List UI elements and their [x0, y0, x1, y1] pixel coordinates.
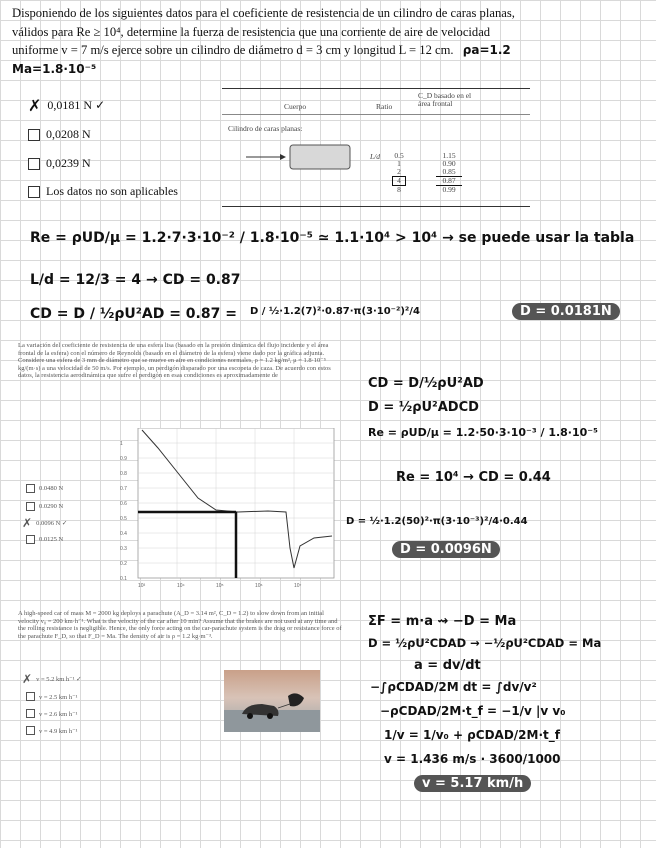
checkbox-icon[interactable] — [26, 484, 35, 493]
ratio-values: 0.5 1 2 4 8 — [392, 152, 406, 194]
q2-option-b[interactable]: 0.0290 N — [26, 502, 63, 511]
q2-line-3: Re = ρUD/μ = 1.2·50·3·10⁻³ / 1.8·10⁻⁵ — [368, 426, 598, 439]
handwritten-note-constants: ρa=1.2 Ma=1.8·10⁻⁵ — [12, 43, 511, 76]
cross-mark-icon: ✗ — [28, 95, 42, 115]
car-parachute-photo — [224, 670, 320, 732]
q2-line-5: D = ½·1.2(50)²·π(3·10⁻³)²/4·0.44 — [346, 516, 528, 527]
checkbox-icon[interactable] — [26, 709, 35, 718]
x-tick-0: 10³ — [138, 583, 146, 588]
q3-line-5: −ρCDAD/2M·t_f = −1/v |v v₀ — [380, 704, 566, 718]
q2-line-2: D = ½ρU²ADCD — [368, 400, 479, 415]
cd-values: 1.15 0.90 0.85 0.87 0.99 — [436, 152, 462, 194]
q1-option-a[interactable]: ✗ 0,0181 N ✓ — [28, 95, 106, 115]
q3-line-2: D = ½ρU²CDAD → −½ρU²CDAD = Ma — [368, 636, 602, 650]
q3-line-7: v = 1.436 m/s · 3600/1000 — [384, 752, 561, 766]
y-tick-1: 0.2 — [120, 561, 127, 567]
col-header-cuerpo: Cuerpo — [284, 102, 307, 111]
col-header-ratio: Ratio — [376, 102, 393, 111]
q2-option-c[interactable]: ✗ 0.0096 N ✓ — [22, 516, 68, 530]
ratio-label: L/d — [370, 152, 381, 161]
q2-line-4: Re = 10⁴ → CD = 0.44 — [396, 470, 551, 485]
question-1-text: Disponiendo de los siguientes datos para el coeficiente de resistencia de un cilindro de caras planas, válidos para Re ≥ 10⁴, determine la fuerza de resistencia que una corriente de aire de velocidad uniforme v = 7 m/s ejerce sobre un cilindro de diámetro d = 3 cm y longitud L = 12 cm. ρa=1.2 Ma=1.8·10⁻⁵ — [12, 6, 515, 76]
cylinder-diagram — [246, 142, 356, 172]
q1-cd-line-left: CD = D / ½ρU²AD = 0.87 = — [30, 306, 237, 322]
checkbox-icon[interactable] — [26, 726, 35, 735]
checkbox-icon[interactable] — [26, 692, 35, 701]
q1-answer: D = 0.0181N — [512, 304, 620, 319]
y-tick-8: 0.9 — [120, 456, 127, 462]
q1-option-c[interactable]: 0,0239 N — [28, 156, 91, 171]
y-tick-7: 0.8 — [120, 471, 127, 477]
y-tick-3: 0.4 — [120, 531, 127, 537]
cross-mark-icon: ✗ — [22, 516, 33, 530]
checkbox-icon[interactable] — [28, 158, 40, 170]
q2-option-a[interactable]: 0.0480 N — [26, 484, 63, 493]
q1-cd-line-right: D / ½·1.2(7)²·0.87·π(3·10⁻²)²/4 — [250, 306, 420, 317]
q3-answer: v = 5.17 km/h — [414, 776, 531, 791]
y-tick-9: 1 — [120, 441, 123, 447]
x-tick-2: 10⁵ — [216, 583, 224, 588]
x-tick-4: 10⁷ — [294, 583, 302, 588]
q3-line-6: 1/v = 1/v₀ + ρCDAD/2M·t_f — [384, 728, 560, 742]
q1-ld-line: L/d = 12/3 = 4 → CD = 0.87 — [30, 272, 241, 288]
q3-option-a[interactable]: ✗ v = 5.2 km h⁻¹ ✓ — [22, 672, 82, 686]
q1-option-d[interactable]: Los datos no son aplicables — [28, 184, 178, 199]
x-tick-3: 10⁶ — [255, 583, 263, 588]
q3-option-d[interactable]: v = 4.9 km h⁻¹ — [26, 726, 77, 735]
q2-option-d[interactable]: 0.0125 N — [26, 535, 63, 544]
q3-line-4: −∫ρCDAD/2M dt = ∫dv/v² — [370, 680, 537, 694]
drag-coefficient-table — [222, 88, 530, 208]
q1-option-b[interactable]: 0,0208 N — [28, 127, 91, 142]
q3-option-c[interactable]: v = 2.6 km h⁻¹ — [26, 709, 77, 718]
question-3-text: A high-speed car of mass M = 2000 kg deploys a parachute (A_D = 3.14 m², C_D = 1.2) to slow down from an initial velocity v₀ = 200 km·h⁻¹. What is the velocity of the car after 10 min? Assume that the brakes are not used at any time and the rolling resistance is negligible. Hence, the only force acting on the car-parachute system is the drag or resistance force of the parachute F_D, so that F_D = Ma. The density of air is ρ = 1.2 kg·m⁻³. — [18, 610, 342, 640]
q2-answer: D = 0.0096N — [392, 542, 500, 557]
q2-line-1: CD = D/½ρU²AD — [368, 376, 484, 391]
checkbox-icon[interactable] — [28, 186, 40, 198]
cross-mark-icon: ✗ — [22, 672, 33, 686]
y-tick-6: 0.7 — [120, 486, 127, 492]
q3-line-3: a = dv/dt — [414, 658, 481, 673]
y-tick-2: 0.3 — [120, 546, 127, 552]
y-tick-0: 0.1 — [120, 576, 127, 582]
x-tick-1: 10⁴ — [177, 583, 185, 588]
checkbox-icon[interactable] — [26, 535, 35, 544]
question-2-text: La variación del coeficiente de resistencia de una esfera lisa (basado en la presión dinámica del flujo incidente y el área frontal de la esfera) con el número de Reynolds (basado en el diámetro de la esfera) viene dado por la gráfica adjunta. Considere una esfera de 3 mm de diámetro que se mueve en aire en condiciones normales, ρ = 1.2 kg/m³, μ = 1.8·10⁻⁵ kg/(m·s) a una velocidad de 50 m/s. Por ejemplo, un perdigón disparado por una escopeta de caza. De acuerdo con estos datos, la resistencia aerodinámica que sufre el perdigón en esas condiciones es aproximadamente de — [18, 342, 331, 380]
col-header-cd: C_D basado en el área frontal — [418, 91, 472, 108]
y-tick-4: 0.5 — [120, 516, 127, 522]
checkbox-icon[interactable] — [26, 502, 35, 511]
y-tick-5: 0.6 — [120, 501, 127, 507]
checkbox-icon[interactable] — [28, 129, 40, 141]
q3-line-1: ΣF = m·a ⇝ −D = Ma — [368, 614, 517, 629]
row-label: Cilindro de caras planas: — [228, 124, 303, 133]
drag-coefficient-chart — [118, 428, 336, 588]
q1-reynolds-line: Re = ρUD/μ = 1.2·7·3·10⁻² / 1.8·10⁻⁵ ≃ 1.1·10⁴ > 10⁴ → se puede usar la tabla — [30, 230, 635, 246]
q3-option-b[interactable]: v = 2.5 km h⁻¹ — [26, 692, 77, 701]
